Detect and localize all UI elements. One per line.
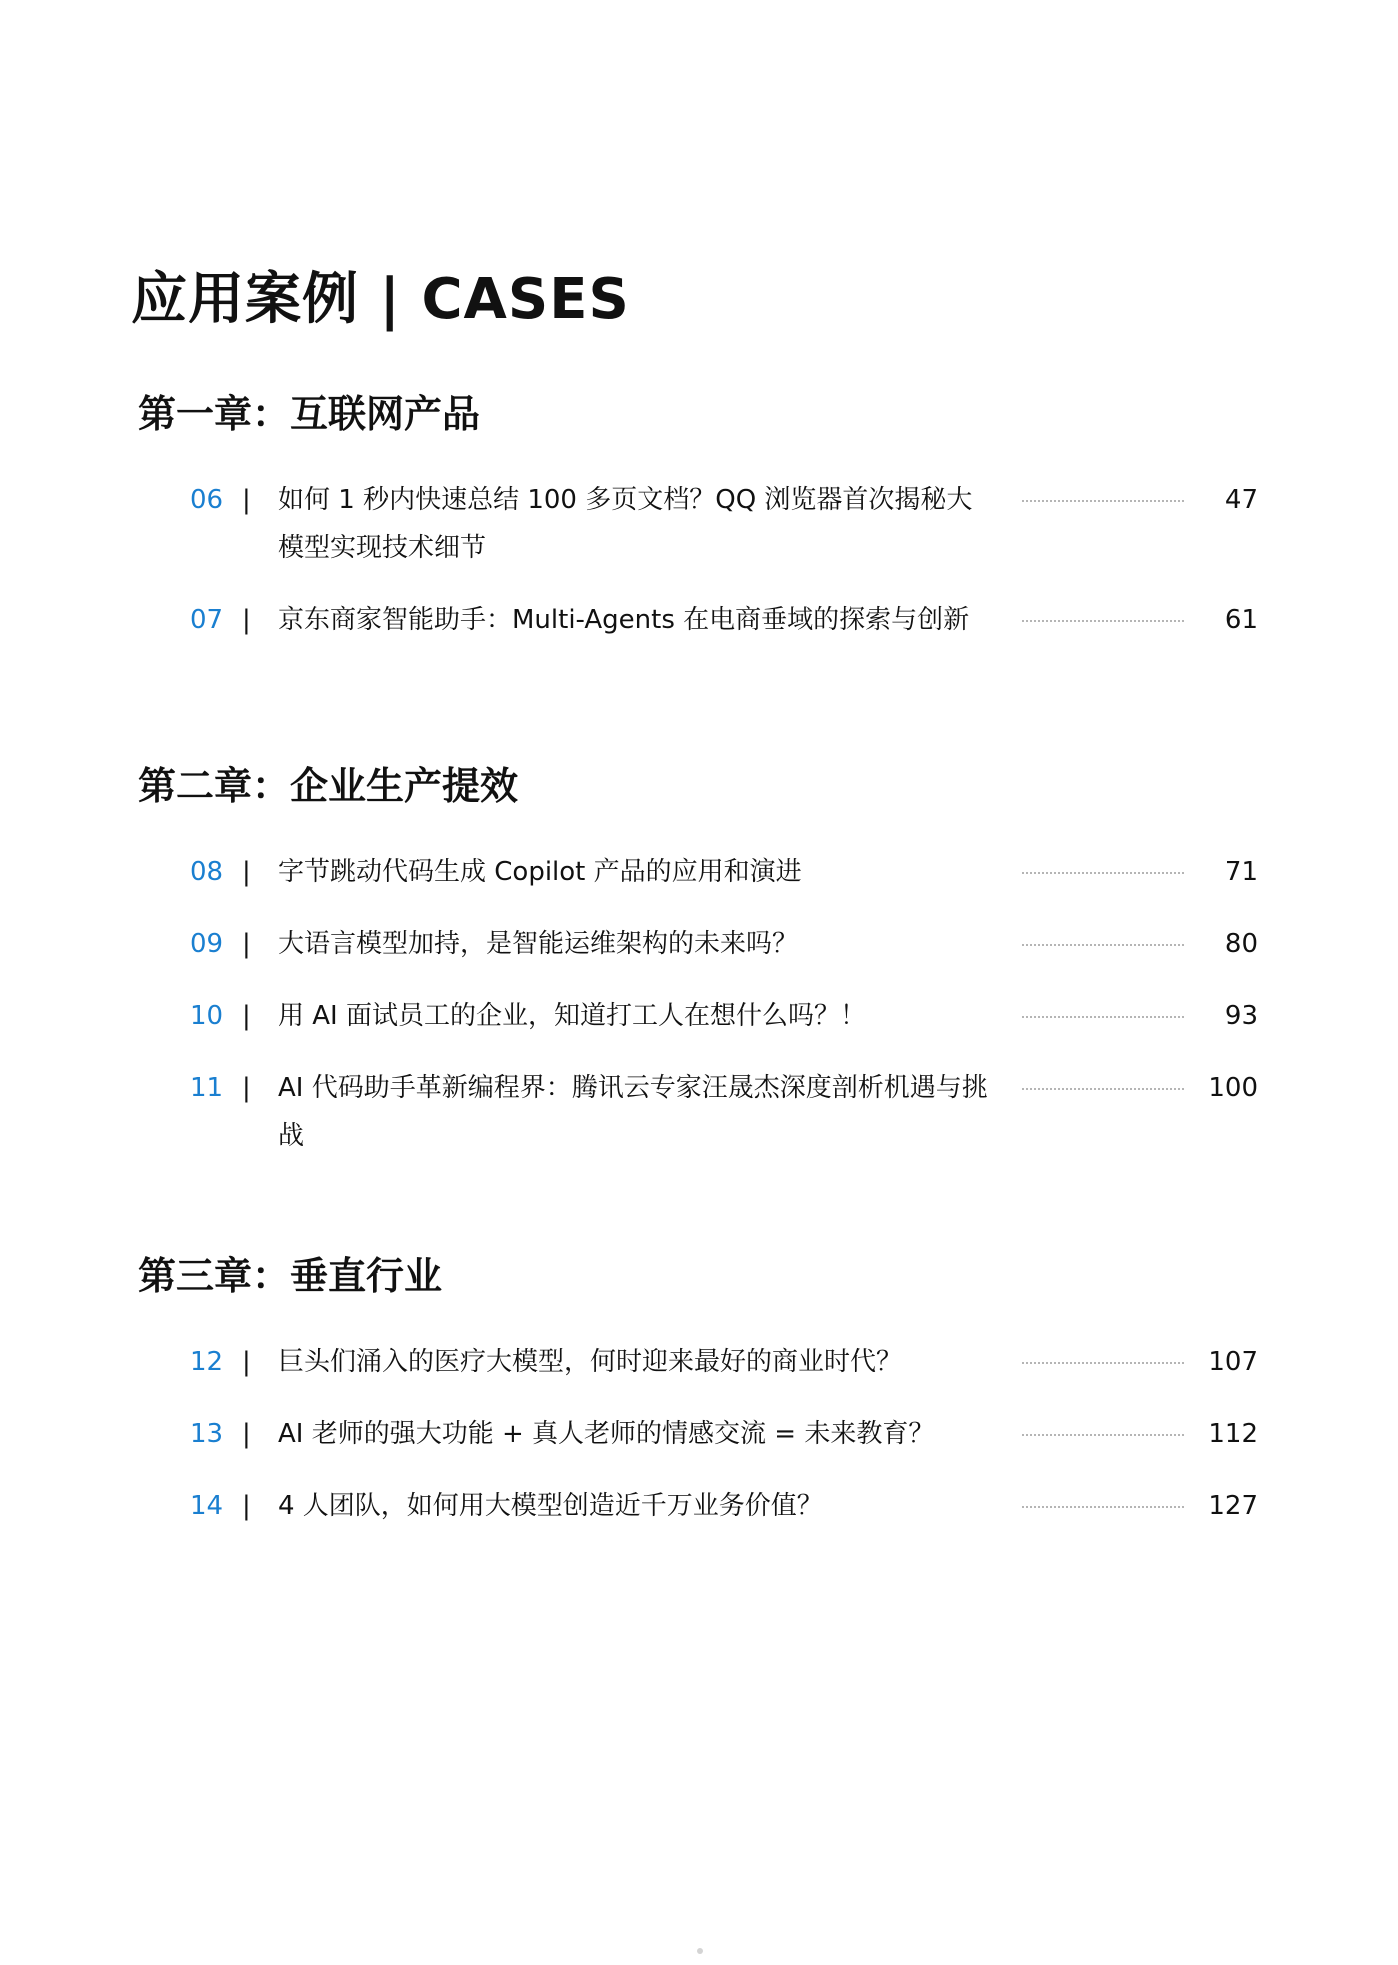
- page-title: 应用案例 | CASES: [131, 267, 630, 332]
- entry-page-number: 107: [1208, 1347, 1258, 1377]
- toc-entry[interactable]: [138, 596, 1258, 644]
- dot-leader: [1022, 944, 1184, 946]
- dot-leader: [1022, 620, 1184, 622]
- entry-separator: |: [242, 929, 251, 959]
- entry-title: 字节跳动代码生成 Copilot 产品的应用和演进: [278, 857, 802, 887]
- entry-separator: |: [242, 1347, 251, 1377]
- entry-list: [138, 476, 1258, 644]
- dot-leader: [1022, 1362, 1184, 1364]
- entry-title: AI 老师的强大功能 + 真人老师的情感交流 = 未来教育？: [278, 1419, 935, 1449]
- entry-title: 京东商家智能助手：Multi-Agents 在电商垂域的探索与创新: [278, 605, 970, 635]
- toc-entry[interactable]: [138, 920, 1258, 968]
- toc-entry[interactable]: [138, 1410, 1258, 1458]
- entry-title: 用 AI 面试员工的企业，知道打工人在想什么吗？！: [278, 1001, 866, 1031]
- entry-number: 14: [190, 1491, 224, 1521]
- entry-list: [138, 848, 1258, 1160]
- dot-leader: [1022, 500, 1184, 502]
- entry-page-number: 93: [1224, 1001, 1258, 1031]
- chapter-title: 第二章：企业生产提效: [138, 764, 519, 808]
- chapter-title: 第三章：垂直行业: [138, 1254, 443, 1298]
- entry-separator: |: [242, 1419, 251, 1449]
- entry-title: 巨头们涌入的医疗大模型，何时迎来最好的商业时代？: [278, 1347, 903, 1377]
- entry-title: AI 代码助手革新编程界：腾讯云专家汪晟杰深度剖析机遇与挑战: [278, 1073, 988, 1151]
- entry-separator: |: [242, 1491, 251, 1521]
- dot-leader: [1022, 1016, 1184, 1018]
- entry-title: 4 人团队，如何用大模型创造近千万业务价值？: [278, 1491, 823, 1521]
- entry-number: 08: [190, 857, 224, 887]
- chapter-1: [138, 388, 1258, 668]
- entry-separator: |: [242, 605, 251, 635]
- entry-separator: |: [242, 1073, 251, 1103]
- entry-separator: |: [242, 485, 251, 515]
- entry-separator: |: [242, 1001, 251, 1031]
- dot-leader: [1022, 1506, 1184, 1508]
- chapter-2: [138, 760, 1258, 1184]
- entry-number: 09: [190, 929, 224, 959]
- entry-title: 大语言模型加持，是智能运维架构的未来吗？: [278, 929, 799, 959]
- entry-number: 06: [190, 485, 224, 515]
- entry-separator: |: [242, 857, 251, 887]
- entry-number: 11: [190, 1073, 224, 1103]
- entry-number: 12: [190, 1347, 224, 1377]
- toc-entry[interactable]: [138, 848, 1258, 896]
- toc-entry[interactable]: [138, 1064, 1258, 1160]
- entry-number: 10: [190, 1001, 224, 1031]
- entry-list: [138, 1338, 1258, 1530]
- chapter-3: [138, 1250, 1258, 1554]
- entry-page-number: 71: [1224, 857, 1258, 887]
- entry-page-number: 61: [1224, 605, 1258, 635]
- footer-dot: [697, 1948, 703, 1954]
- dot-leader: [1022, 1434, 1184, 1436]
- entry-page-number: 47: [1224, 485, 1258, 515]
- entry-page-number: 100: [1208, 1073, 1258, 1103]
- toc-entry[interactable]: [138, 476, 1258, 572]
- entry-page-number: 80: [1224, 929, 1258, 959]
- toc-entry[interactable]: [138, 1338, 1258, 1386]
- entry-number: 13: [190, 1419, 224, 1449]
- toc-entry[interactable]: [138, 992, 1258, 1040]
- dot-leader: [1022, 872, 1184, 874]
- toc-entry[interactable]: [138, 1482, 1258, 1530]
- chapter-title: 第一章：互联网产品: [138, 392, 481, 436]
- entry-title: 如何 1 秒内快速总结 100 多页文档？QQ 浏览器首次揭秘大模型实现技术细节: [278, 485, 973, 563]
- dot-leader: [1022, 1088, 1184, 1090]
- entry-page-number: 112: [1208, 1419, 1258, 1449]
- entry-page-number: 127: [1208, 1491, 1258, 1521]
- entry-number: 07: [190, 605, 224, 635]
